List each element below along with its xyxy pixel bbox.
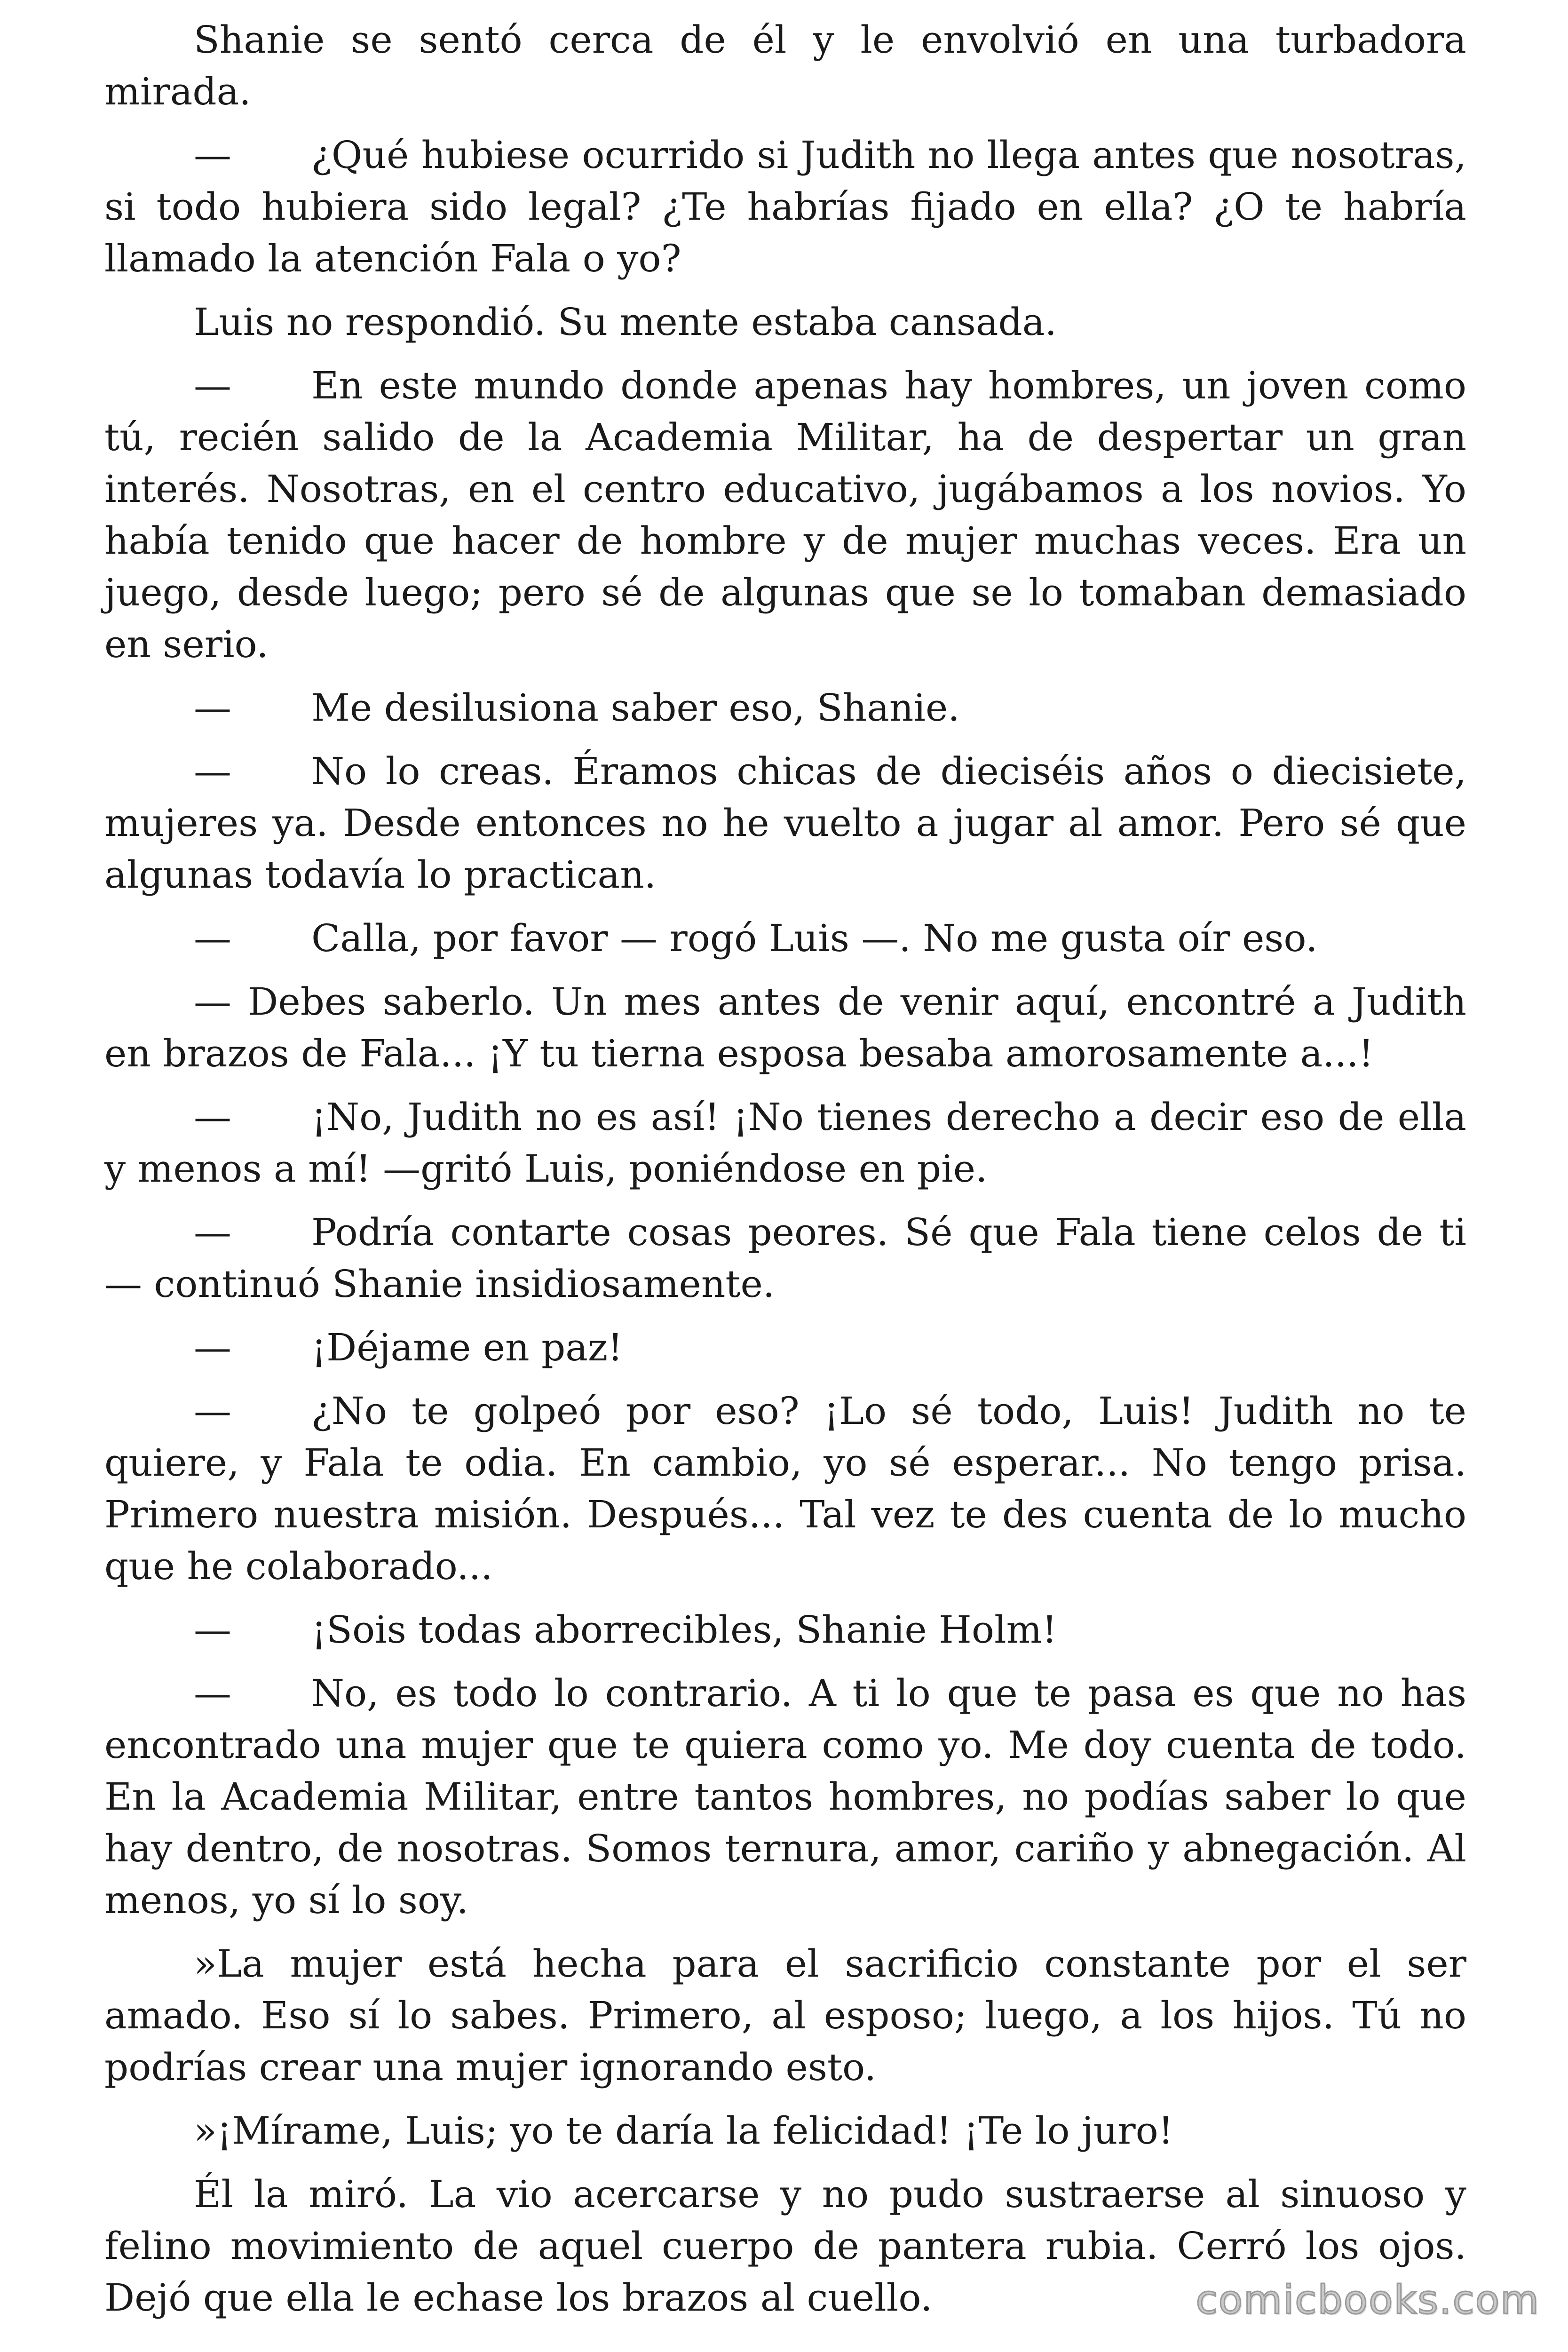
watermark: comicbooks.com [1196, 2277, 1540, 2323]
dialogue-dash: — [194, 1608, 231, 1652]
paragraph [104, 1322, 1466, 1374]
paragraph-text: ¿No te golpeó por eso? ¡Lo sé todo, Luis! Judith no te quiere, y Fala te odia. En cambio, yo sé esperar... No tengo prisa. Primero nuestra misión. Después... Tal vez te des cuenta de lo mucho que he colaborado... [104, 1389, 1466, 1588]
paragraph-text: No lo creas. Éramos chicas de dieciséis años o diecisiete, mujeres ya. Desde entonces no he vuelto a jugar al amor. Pero sé que algunas todavía lo practican. [104, 749, 1466, 897]
paragraph [104, 976, 1466, 1080]
paragraph-text: »La mujer está hecha para el sacrificio constante por el ser amado. Eso sí lo sabes. Primero, al esposo; luego, a los hijos. Tú no podrías crear una mujer ignorando esto. [104, 1942, 1466, 2089]
paragraph [104, 1668, 1466, 1926]
paragraph-text: Shanie se sentó cerca de él y le envolvió en una turbadora mirada. [104, 18, 1466, 113]
dialogue-dash: — [194, 686, 231, 730]
paragraph-text: Calla, por favor — rogó Luis —. No me gusta oír eso. [311, 916, 1318, 960]
paragraph [104, 2105, 1466, 2157]
dialogue-dash: — [194, 1326, 231, 1369]
paragraph [104, 913, 1466, 964]
paragraph [104, 14, 1466, 118]
paragraph-text: Podría contarte cosas peores. Sé que Fala tiene celos de ti — continuó Shanie insidiosamente. [104, 1210, 1466, 1306]
dialogue-dash: — [194, 1389, 231, 1433]
paragraph-text: Luis no respondió. Su mente estaba cansada. [194, 300, 1057, 344]
paragraph [104, 1604, 1466, 1656]
paragraph-text: »¡Mírame, Luis; yo te daría la felicidad! ¡Te lo juro! [194, 2109, 1173, 2153]
dialogue-dash: — [194, 1095, 231, 1139]
paragraph [104, 296, 1466, 348]
paragraph-text: En este mundo donde apenas hay hombres, un joven como tú, recién salido de la Academia Militar, ha de despertar un gran interés. Nosotras, en el centro educativo, jugábamos a los novios. Yo había tenido que hacer de hombre y de mujer muchas veces. Era un juego, desde luego; pero sé de algunas que se lo tomaban demasiado en serio. [104, 364, 1466, 666]
paragraph [104, 129, 1466, 285]
paragraph [104, 1207, 1466, 1310]
paragraph [104, 746, 1466, 901]
paragraph-text: ¿Qué hubiese ocurrido si Judith no llega antes que nosotras, si todo hubiera sido legal? ¿Te habrías fijado en ella? ¿O te habría llamado la atención Fala o yo? [104, 133, 1466, 280]
paragraph-text: — Debes saberlo. Un mes antes de venir aquí, encontré a Judith en brazos de Fala... ¡Y tu tierna esposa besaba amorosamente a...! [104, 980, 1466, 1075]
paragraph-text: ¡Sois todas aborrecibles, Shanie Holm! [311, 1608, 1057, 1652]
paragraph [104, 1385, 1466, 1592]
paragraph-text: No, es todo lo contrario. A ti lo que te pasa es que no has encontrado una mujer que te quiera como yo. Me doy cuenta de todo. En la Academia Militar, entre tantos hombres, no podías saber lo que hay dentro, de nosotras. Somos ternura, amor, cariño y abnegación. Al menos, yo sí lo soy. [104, 1671, 1466, 1922]
paragraph [104, 682, 1466, 734]
paragraph-text: Él la miró. La vio acercarse y no pudo sustraerse al sinuoso y felino movimiento de aquel cuerpo de pantera rubia. Cerró los ojos. Dejó que ella le echase los brazos al cuello. [104, 2172, 1466, 2320]
dialogue-dash: — [194, 916, 231, 960]
paragraph [104, 1938, 1466, 2093]
text-column [104, 14, 1466, 2336]
dialogue-dash: — [194, 364, 231, 407]
dialogue-dash: — [194, 1671, 231, 1715]
dialogue-dash: — [194, 133, 231, 177]
dialogue-dash: — [194, 1210, 231, 1254]
paragraph-text: Me desilusiona saber eso, Shanie. [311, 686, 960, 730]
paragraph [104, 360, 1466, 670]
dialogue-dash: — [194, 749, 231, 793]
paragraph-text: ¡No, Judith no es así! ¡No tienes derecho a decir eso de ella y menos a mí! —gritó Luis, poniéndose en pie. [104, 1095, 1466, 1191]
paragraph [104, 1091, 1466, 1195]
paragraph-text: ¡Déjame en paz! [311, 1326, 623, 1369]
